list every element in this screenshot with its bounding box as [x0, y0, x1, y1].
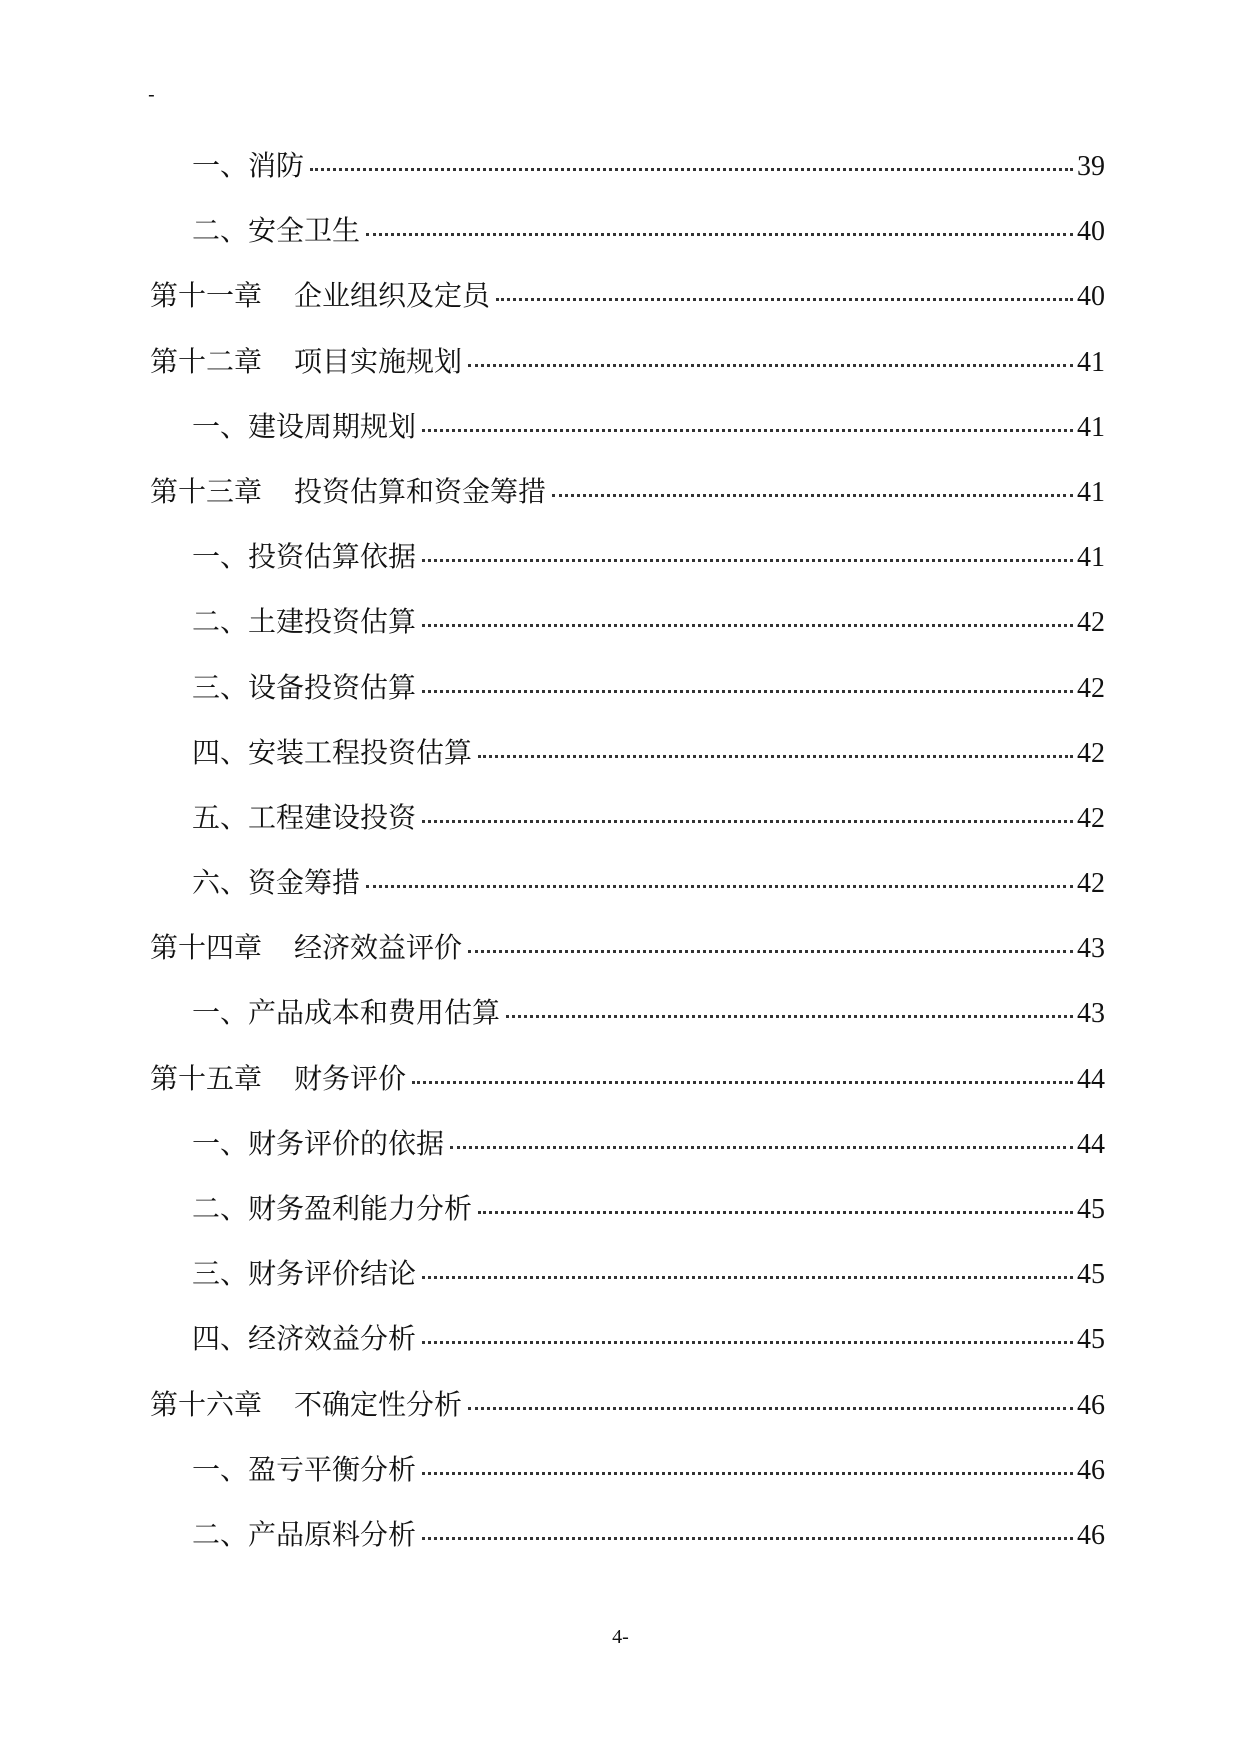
toc-entry-title: 经济效益评价 — [294, 931, 463, 965]
toc-entry-title: 四、安装工程投资估算 — [192, 735, 473, 769]
dot-leader — [366, 233, 1073, 236]
toc-chapter-number: 第十二章 — [150, 344, 263, 378]
dot-leader — [422, 624, 1073, 627]
dot-leader — [450, 1146, 1073, 1149]
toc-entry-title: 二、产品原料分析 — [192, 1517, 417, 1551]
dot-leader — [422, 559, 1073, 562]
dot-leader — [468, 950, 1073, 953]
toc-page-number: 44 — [1077, 1128, 1105, 1160]
toc-section-entry[interactable] — [150, 1258, 1105, 1323]
table-of-contents — [150, 150, 1105, 1584]
toc-page-number: 41 — [1077, 346, 1105, 378]
toc-entry-title: 五、工程建设投资 — [192, 800, 417, 834]
toc-entry-title: 一、投资估算依据 — [192, 540, 417, 574]
toc-page-number: 41 — [1077, 411, 1105, 443]
toc-entry-title: 二、安全卫生 — [192, 214, 361, 248]
toc-page-number: 40 — [1077, 216, 1105, 248]
toc-chapter-entry[interactable] — [150, 1063, 1105, 1128]
toc-entry-title: 一、消防 — [192, 149, 305, 182]
toc-page-number: 43 — [1077, 998, 1105, 1030]
toc-page-number: 40 — [1077, 281, 1105, 313]
page-footer — [0, 1626, 1241, 1649]
toc-chapter-entry[interactable] — [150, 1389, 1105, 1454]
dot-leader — [496, 298, 1073, 301]
toc-page-number: 42 — [1077, 868, 1105, 900]
toc-section-entry[interactable] — [150, 997, 1105, 1062]
toc-section-entry[interactable] — [150, 1454, 1105, 1519]
toc-page-number: 42 — [1077, 802, 1105, 834]
toc-entry-title: 一、盈亏平衡分析 — [192, 1452, 417, 1486]
toc-page-number: 45 — [1077, 1259, 1105, 1291]
toc-section-entry[interactable] — [150, 215, 1105, 280]
toc-section-entry[interactable] — [150, 867, 1105, 932]
toc-entry-title: 投资估算和资金筹措 — [294, 474, 547, 508]
toc-entry-title: 一、建设周期规划 — [192, 409, 417, 443]
toc-entry-title: 三、财务评价结论 — [192, 1257, 417, 1291]
toc-page-number: 46 — [1077, 1389, 1105, 1421]
toc-chapter-entry[interactable] — [150, 280, 1105, 345]
toc-chapter-number: 第十六章 — [150, 1387, 263, 1421]
dot-leader — [422, 1341, 1073, 1344]
page-number: 4- — [612, 1626, 629, 1648]
toc-page-number: 42 — [1077, 737, 1105, 769]
toc-section-entry[interactable] — [150, 606, 1105, 671]
toc-entry-title: 不确定性分析 — [294, 1387, 463, 1421]
toc-page-number: 42 — [1077, 607, 1105, 639]
toc-entry-title: 六、资金筹措 — [192, 866, 361, 900]
toc-page-number: 42 — [1077, 672, 1105, 704]
toc-entry-title: 项目实施规划 — [294, 344, 463, 378]
dot-leader — [422, 1472, 1073, 1475]
dot-leader — [468, 1407, 1073, 1410]
toc-section-entry[interactable] — [150, 541, 1105, 606]
toc-entry-title: 一、财务评价的依据 — [192, 1126, 445, 1160]
toc-section-entry[interactable] — [150, 411, 1105, 476]
toc-chapter-entry[interactable] — [150, 476, 1105, 541]
dot-leader — [422, 1276, 1073, 1279]
toc-entry-title: 三、设备投资估算 — [192, 670, 417, 704]
dot-leader — [422, 1537, 1073, 1540]
toc-chapter-entry[interactable] — [150, 932, 1105, 997]
toc-page-number: 39 — [1077, 151, 1105, 182]
toc-section-entry[interactable] — [150, 1193, 1105, 1258]
toc-section-entry[interactable] — [150, 1128, 1105, 1193]
dot-leader — [412, 1081, 1073, 1084]
dot-leader — [422, 820, 1073, 823]
toc-section-entry[interactable] — [150, 150, 1105, 215]
toc-chapter-entry[interactable] — [150, 346, 1105, 411]
toc-chapter-number: 第十一章 — [150, 279, 263, 313]
toc-entry-title: 四、经济效益分析 — [192, 1322, 417, 1356]
toc-section-entry[interactable] — [150, 737, 1105, 802]
toc-chapter-number: 第十五章 — [150, 1061, 263, 1095]
toc-page-number: 46 — [1077, 1519, 1105, 1551]
dot-leader — [552, 494, 1073, 497]
toc-section-entry[interactable] — [150, 1323, 1105, 1388]
toc-section-entry[interactable] — [150, 672, 1105, 737]
toc-page-number: 44 — [1077, 1063, 1105, 1095]
dot-leader — [468, 364, 1073, 367]
dot-leader — [422, 429, 1073, 432]
dot-leader — [366, 885, 1073, 888]
toc-page-number: 43 — [1077, 933, 1105, 965]
header-mark: - — [148, 82, 155, 106]
dot-leader — [506, 1015, 1073, 1018]
toc-page-number: 41 — [1077, 476, 1105, 508]
toc-section-entry[interactable] — [150, 802, 1105, 867]
toc-page-number: 41 — [1077, 542, 1105, 574]
dot-leader — [478, 1211, 1073, 1214]
toc-entry-title: 二、土建投资估算 — [192, 605, 417, 639]
toc-section-entry[interactable] — [150, 1519, 1105, 1584]
toc-page-number: 46 — [1077, 1454, 1105, 1486]
dot-leader — [422, 690, 1073, 693]
toc-chapter-number: 第十四章 — [150, 931, 263, 965]
toc-entry-title: 一、产品成本和费用估算 — [192, 996, 501, 1030]
toc-entry-title: 财务评价 — [294, 1061, 407, 1095]
toc-entry-title: 二、财务盈利能力分析 — [192, 1192, 473, 1225]
toc-chapter-number: 第十三章 — [150, 474, 263, 508]
toc-page-number: 45 — [1077, 1194, 1105, 1225]
dot-leader — [478, 755, 1073, 758]
dot-leader — [310, 168, 1073, 171]
toc-page-number: 45 — [1077, 1324, 1105, 1356]
toc-entry-title: 企业组织及定员 — [294, 279, 491, 313]
